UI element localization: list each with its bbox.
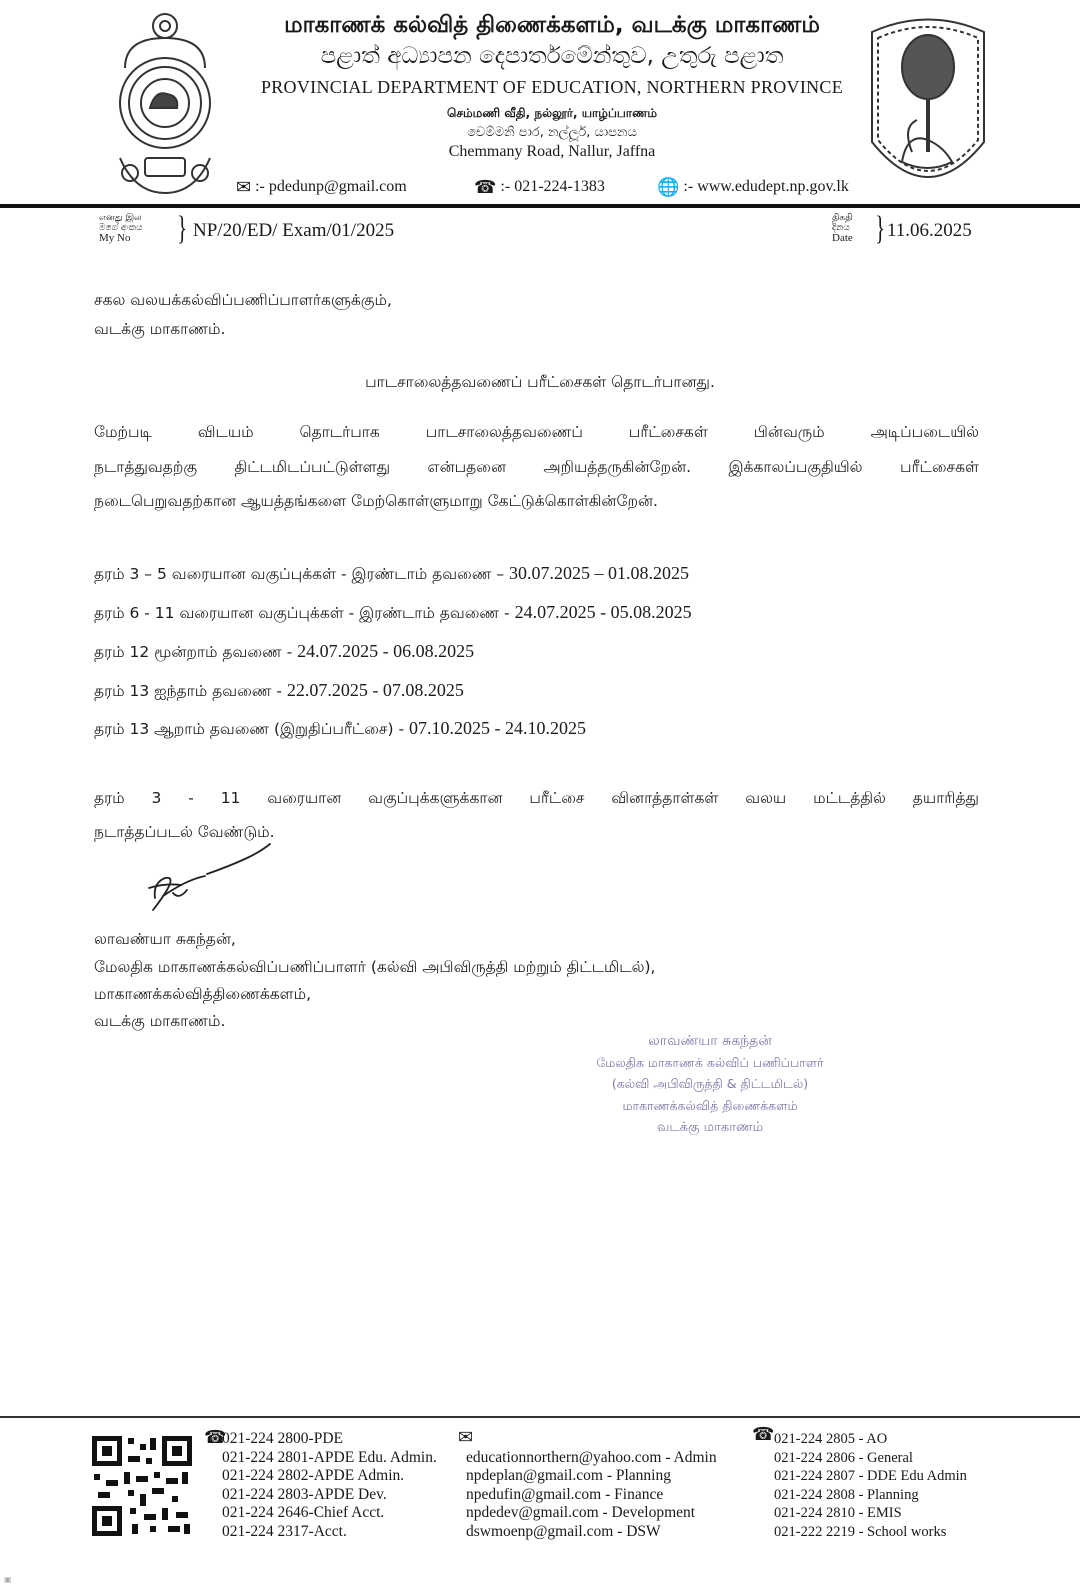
schedule-item-text: தரம் 6 - 11 வரையான வகுப்புக்கள் - இரண்டாம் தவணை - [94, 604, 515, 622]
footer-phone-item: 021-224 2317-Acct. [222, 1522, 347, 1540]
paragraph-2-line-2: நடாத்தப்படல் வேண்டும். [94, 823, 275, 841]
official-stamp-line-5: வடக்கு மாகாணம் [656, 1120, 764, 1135]
schedule-item-text: தரம் 3 – 5 வரையான வகுப்புக்கள் - இரண்டாம் தவணை – [94, 565, 510, 583]
fax-icon: ☎ [474, 177, 497, 197]
schedule-item-dates: 24.07.2025 - 05.08.2025 [514, 602, 692, 622]
addressee-line-2: வடக்கு மாகாணம். [94, 320, 226, 338]
address-english: Chemmany Road, Nallur, Jaffna [448, 143, 656, 160]
footer-phone-item: 021-224 2803-APDE Dev. [222, 1485, 387, 1503]
footer-divider [0, 1416, 1080, 1418]
letter-date: 11.06.2025 [887, 220, 972, 241]
date-labels [832, 213, 853, 243]
envelope-icon: ✉ [458, 1427, 474, 1447]
subject-heading: பாடசாலைத்தவணைப் பரீட்சைகள் தொடர்பானது. [365, 373, 715, 391]
qr-code-icon [92, 1436, 192, 1536]
schedule-item-text: தரம் 12 மூன்றாம் தவணை - [94, 643, 298, 661]
reference-label-english: My No [99, 232, 131, 244]
footer-email-item: educationnorthern@yahoo.com - Admin [466, 1448, 717, 1466]
signatory-title: மேலதிக மாகாணக்கல்விப்பணிப்பாளர் (கல்வி அபிவிருத்தி மற்றும் திட்டமிடல்), [94, 958, 656, 976]
header-website-text: :- www.edudept.np.gov.lk [683, 178, 849, 195]
paragraph-2-line-1: தரம் 3 - 11 வரையான வகுப்புக்களுக்கான பரீட்சை வினாத்தாள்கள் வலய மட்டத்தில் தயாரித்து [94, 789, 979, 807]
department-name-tamil: மாகாணக் கல்வித் திணைக்களம், வடக்கு மாகாணம் [284, 12, 820, 38]
paragraph-1-line-3: நடைபெறுவதற்கான ஆயத்தங்களை மேற்கொள்ளுமாறு கேட்டுக்கொள்கின்றேன். [94, 492, 658, 510]
department-name-sinhala: පළාත් අධ්‍යාපන දෙපාර්තමේන්තුව, උතුරු පළාත [320, 43, 784, 69]
footer-phone-item: 021-224 2800-PDE [222, 1430, 343, 1447]
schedule-item [94, 680, 464, 702]
addressee-line-1: சகல வலயக்கல்விப்பணிப்பாளர்களுக்கும், [94, 291, 392, 309]
handwritten-signature [135, 838, 285, 918]
header-fax [474, 178, 605, 196]
footer-email-item: dswmoenp@gmail.com - DSW [466, 1522, 661, 1540]
address-tamil: செம்மணி வீதி, நல்லூர், யாழ்ப்பாணம் [447, 106, 657, 120]
footer-email-list [466, 1430, 717, 1541]
address-sinhala: චෙම්මනි පාර, නල්ලූර්, යාපනය [467, 125, 637, 140]
schedule-item [94, 602, 692, 624]
official-stamp-line-1: லாவண்யா சுகந்தன் [648, 1033, 772, 1049]
paragraph-1-line-2: நடாத்துவதற்கு திட்டமிடப்பட்டுள்ளது என்பதனை அறியத்தருகின்றேன். இக்காலப்பகுதியில் பரீட்சைகள் [94, 458, 979, 476]
reference-label-sinhala: මගේ අංකය [99, 223, 143, 233]
schedule-item-dates: 07.10.2025 - 24.10.2025 [409, 718, 586, 738]
header-fax-text: :- 021-224-1383 [500, 178, 605, 195]
footer-phone-list-left [204, 1427, 437, 1541]
footer-phone-item: 021-224 2646-Chief Acct. [222, 1504, 385, 1521]
envelope-icon: ✉ [236, 177, 252, 197]
department-name-english: PROVINCIAL DEPARTMENT OF EDUCATION, NORTHERN PROVINCE [260, 77, 844, 97]
date-label-tamil: திகதி [832, 213, 853, 223]
schedule-item-text: தரம் 13 ஐந்தாம் தவணை - [94, 682, 287, 700]
signatory-office: மாகாணக்கல்வித்திணைக்களம், [94, 985, 312, 1003]
footer-phone-item: 021-224 2806 - General [774, 1449, 913, 1466]
fax-phone-icon: ☎ [752, 1424, 775, 1444]
footer-phone-item: 021-224 2808 - Planning [774, 1486, 919, 1503]
footer-email-item: npedufin@gmail.com - Finance [466, 1485, 664, 1503]
footer-phone-list-right [752, 1430, 967, 1541]
scanner-watermark-icon: ▣ [4, 1575, 12, 1584]
footer-email-item: npdedev@gmail.com - Development [466, 1504, 696, 1521]
date-label-sinhala: දිනය [832, 223, 850, 233]
schedule-item-dates: 24.07.2025 - 06.08.2025 [297, 641, 475, 661]
schedule-item [94, 563, 689, 585]
schedule-item [94, 718, 586, 740]
schedule-item-dates: 22.07.2025 - 07.08.2025 [286, 680, 464, 700]
official-stamp-line-2: மேலதிக மாகாணக் கல்விப் பணிப்பாளர் [596, 1055, 824, 1070]
footer-email-item: npdeplan@gmail.com - Planning [466, 1467, 671, 1484]
schedule-item-text: தரம் 13 ஆறாம் தவணை (இறுதிப்பரீட்சை) - [94, 720, 409, 738]
reference-label-tamil: எனது இல [99, 213, 142, 223]
header-divider [0, 204, 1080, 208]
header-email [236, 178, 407, 196]
footer-phone-item: 021-224 2807 - DDE Edu Admin [774, 1468, 967, 1484]
globe-icon: 🌐 [657, 177, 680, 197]
northern-province-crest-icon [862, 12, 994, 196]
schedule-item-dates: 30.07.2025 – 01.08.2025 [509, 563, 690, 583]
date-label-english: Date [832, 232, 853, 244]
footer-phone-item: 021-224 2810 - EMIS [774, 1505, 902, 1521]
date-brace: } [875, 210, 886, 247]
paragraph-1-line-1: மேற்படி விடயம் தொடர்பாக பாடசாலைத்தவணைப் பரீட்சைகள் பின்வரும் அடிப்படையில் [94, 423, 979, 441]
header-email-text: :- pdedunp@gmail.com [255, 178, 407, 195]
sri-lanka-emblem-icon [105, 8, 225, 198]
header-website [657, 178, 849, 196]
signatory-province: வடக்கு மாகாணம். [94, 1012, 226, 1030]
footer-phone-item: 021-224 2805 - AO [774, 1431, 888, 1447]
reference-number: NP/20/ED/ Exam/01/2025 [193, 220, 395, 241]
official-stamp-line-3: (கல்வி அபிவிருத்தி & திட்டமிடல்) [611, 1076, 809, 1091]
schedule-item [94, 641, 474, 663]
reference-brace: } [177, 210, 188, 247]
footer-phone-item: 021-224 2801-APDE Edu. Admin. [222, 1448, 437, 1466]
reference-labels [99, 213, 143, 243]
footer-phone-item: 021-222 2219 - School works [774, 1523, 947, 1540]
signatory-name: லாவண்யா சுகந்தன், [94, 930, 236, 948]
footer-phone-item: 021-224 2802-APDE Admin. [222, 1467, 405, 1484]
fax-phone-icon: ☎ [204, 1427, 227, 1447]
official-stamp-line-4: மாகாணக்கல்வித் திணைக்களம் [622, 1098, 798, 1113]
